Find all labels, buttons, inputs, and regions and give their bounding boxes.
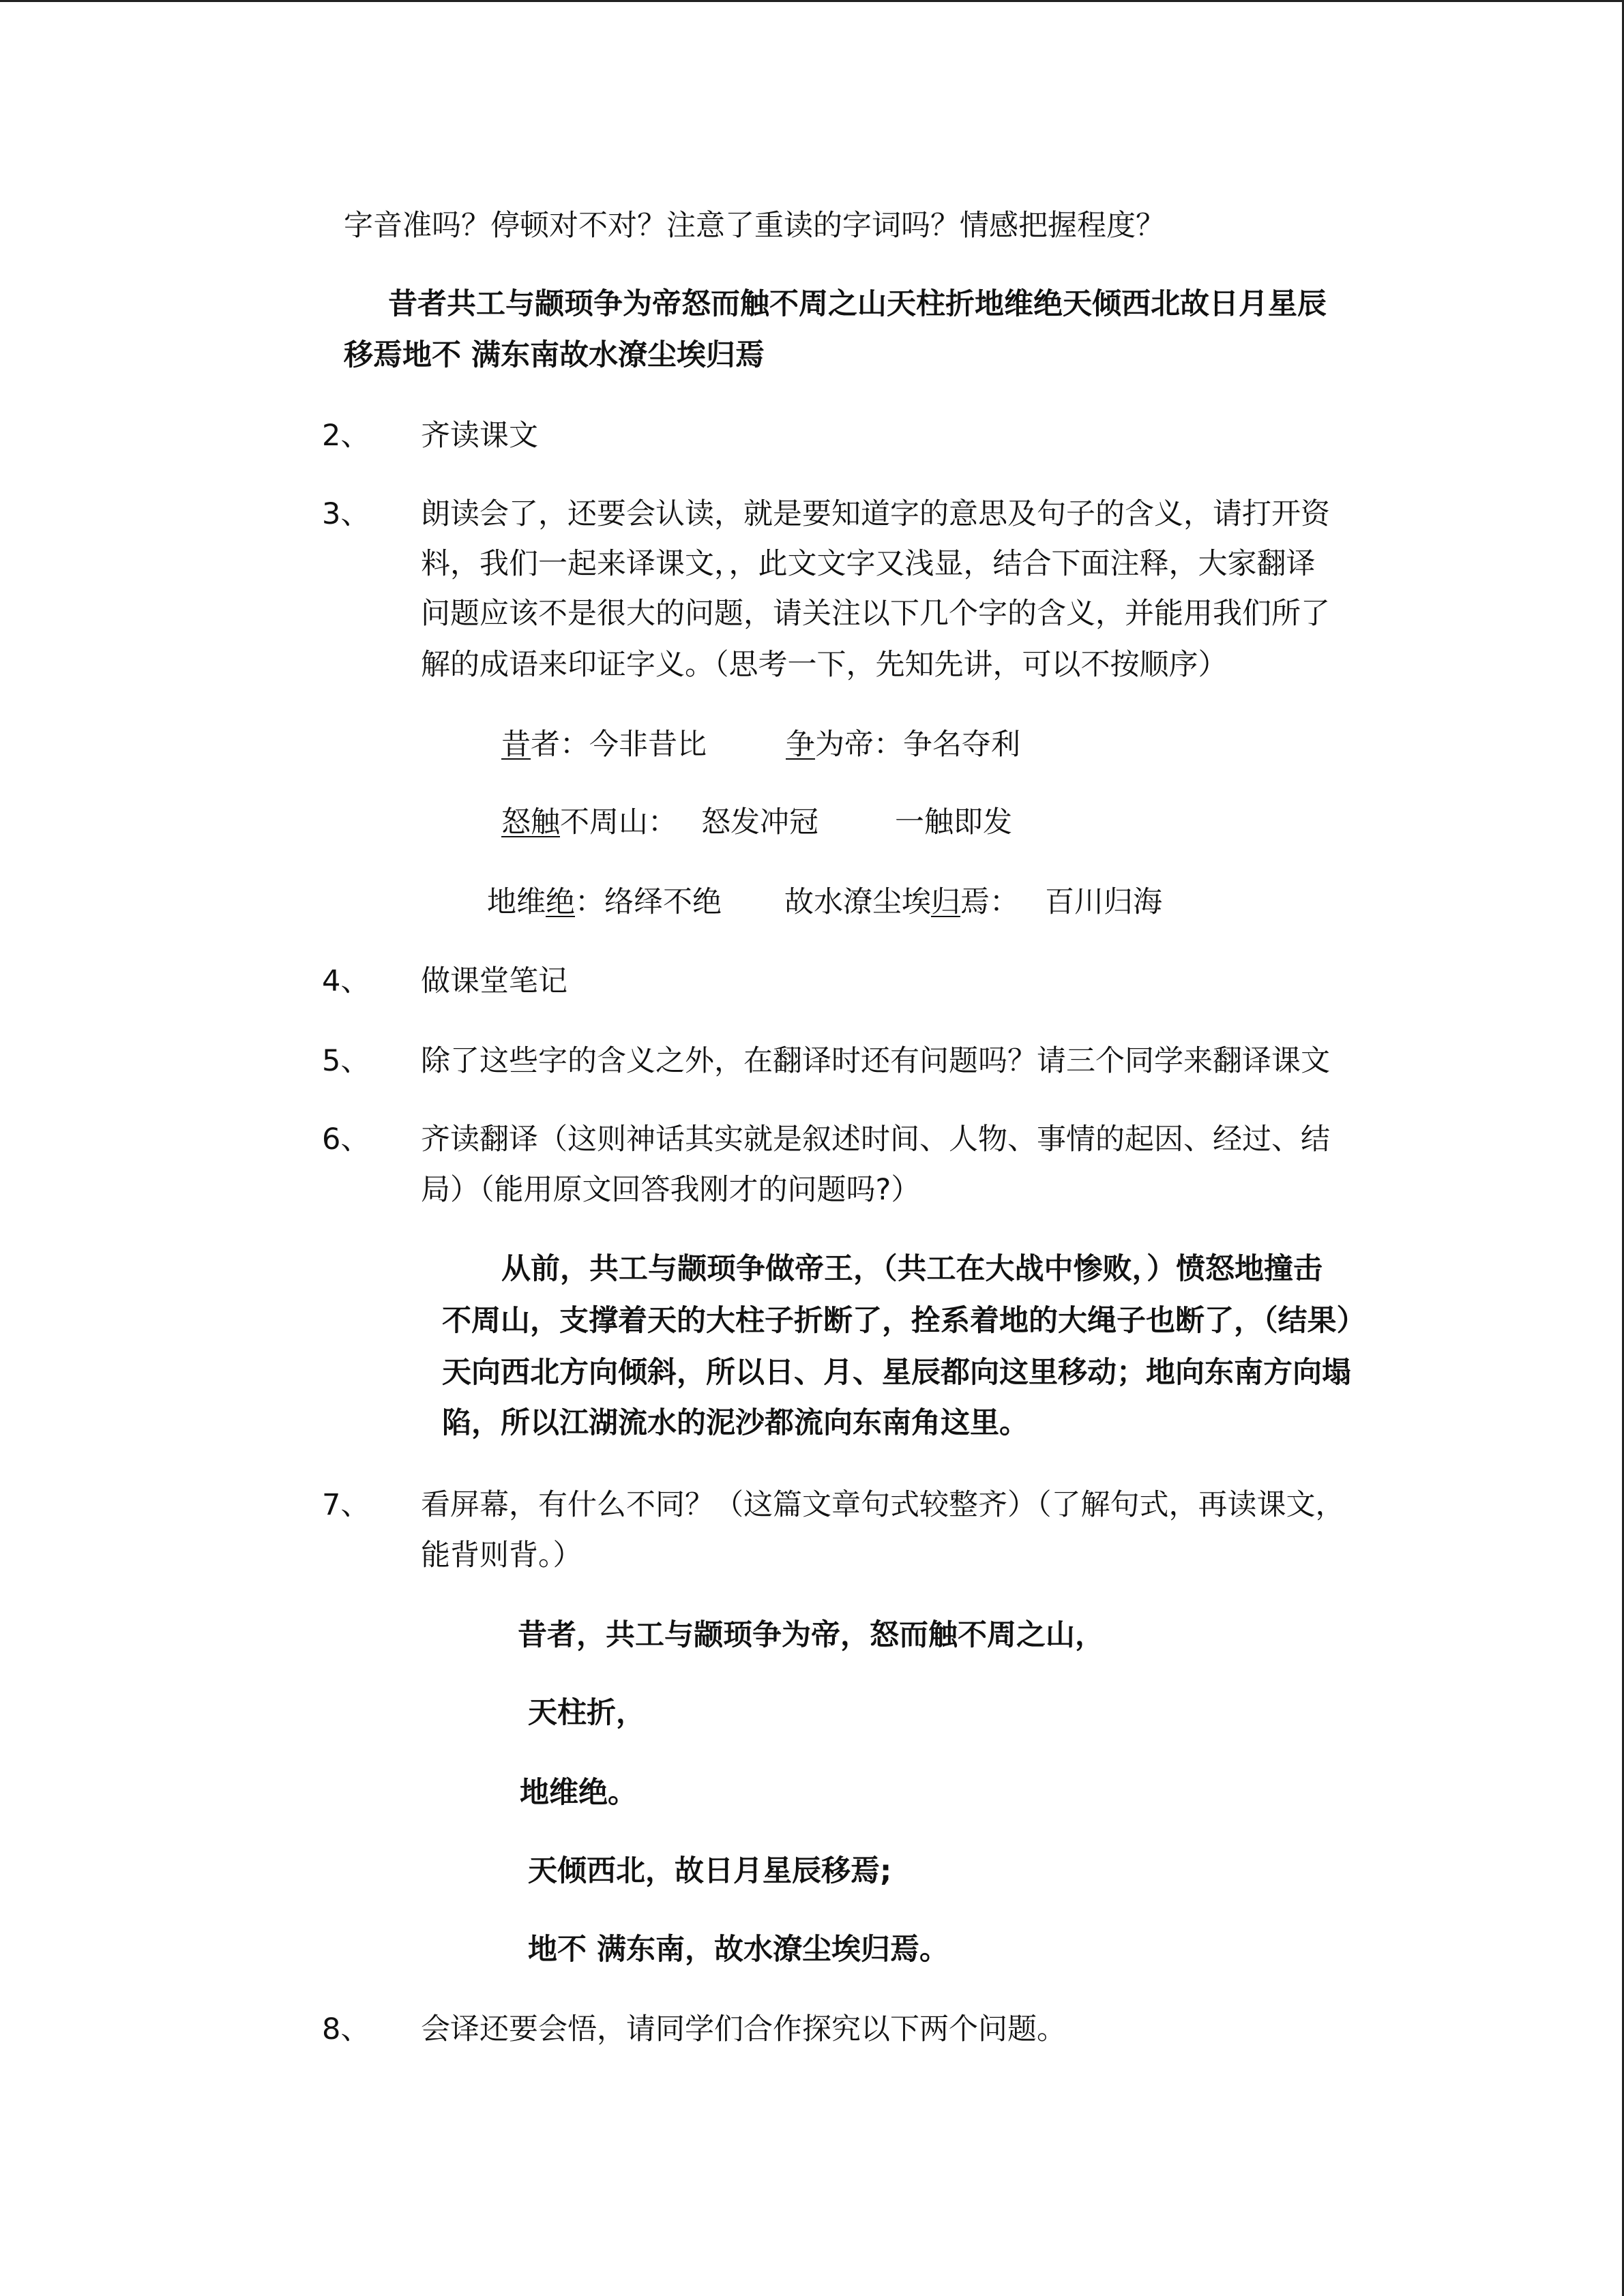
vocab-row-2-a: [501, 805, 677, 839]
vocab-key-nuchu: 怒触: [501, 805, 560, 839]
verse-line-4: 天倾西北，故日月星辰移焉;: [528, 1854, 892, 1888]
vocab-idiom-yichu: 一触即发: [895, 805, 1012, 839]
vocab-row-3-a-pre: 地维: [487, 885, 546, 919]
item-number-7: 7、: [322, 1488, 370, 1522]
verse-line-2: 天柱折，: [528, 1696, 645, 1730]
vocab-key-zheng: 争: [786, 728, 815, 762]
vocab-row-1-a-rest: 者：今非昔比: [531, 728, 707, 762]
item-2-text: 齐读课文: [421, 419, 538, 453]
passage-line-1: 昔者共工与颛顼争为帝怒而触不周之山天柱折地维绝天倾西北故日月星辰: [388, 287, 1327, 321]
vocab-row-1-b: [786, 730, 1020, 760]
vocab-row-3-b-rest: 焉：: [960, 885, 1019, 919]
verse-line-1: 昔者，共工与颛顼争为帝，怒而触不周之山，: [518, 1618, 1104, 1652]
item-3-line-4: 解的成语来印证字义。（思考一下，先知先讲，可以不按顺序）: [421, 648, 1228, 682]
item-number-6: 6、: [322, 1122, 370, 1157]
verse-line-3: 地维绝。: [520, 1776, 637, 1810]
vocab-key-gui: 归: [931, 885, 960, 919]
item-number-4: 4、: [322, 964, 370, 998]
item-number-8: 8、: [322, 2012, 370, 2046]
item-number-5: 5、: [322, 1044, 370, 1078]
item-3-line-3: 问题应该不是很大的问题，请关注以下几个字的含义，并能用我们所了: [421, 597, 1330, 631]
item-5-text: 除了这些字的含义之外，在翻译时还有问题吗？请三个同学来翻译课文: [421, 1044, 1330, 1078]
translation-line-2: 不周山，支撑着天的大柱子折断了，拴系着地的大绳子也断了，（结果）: [442, 1304, 1366, 1338]
vocab-key-jue: 绝: [546, 885, 575, 919]
vocab-row-2-a-rest: 不周山：: [560, 805, 677, 839]
item-3-line-2: 料，我们一起来译课文，，此文文字又浅显，结合下面注释，大家翻译: [421, 547, 1316, 581]
vocab-row-3-a-rest: ：络绎不绝: [575, 885, 722, 919]
vocab-key-xi: 昔: [501, 728, 531, 762]
verse-line-5: 地不 满东南，故水潦尘埃归焉。: [528, 1933, 949, 1967]
item-number-3: 3、: [322, 497, 370, 531]
translation-line-4: 陷，所以江湖流水的泥沙都流向东南角这里。: [442, 1406, 1029, 1440]
vocab-row-3-b-pre: 故水潦尘埃: [784, 885, 931, 919]
intro-line: 字音准吗？停顿对不对？注意了重读的字词吗？情感把握程度？: [344, 209, 1165, 243]
item-8-text: 会译还要会悟，请同学们合作探究以下两个问题。: [421, 2012, 1066, 2046]
item-3-line-1: 朗读会了，还要会认读，就是要知道字的意思及句子的含义，请打开资: [421, 497, 1330, 531]
vocab-row-3-a: [487, 885, 722, 919]
page-border-top: [0, 0, 1624, 2]
vocab-row-1-b-rest: 为帝：争名夺利: [815, 728, 1020, 762]
item-6-line-1: 齐读翻译（这则神话其实就是叙述时间、人物、事情的起因、经过、结: [421, 1122, 1330, 1157]
vocab-idiom-baichuan: 百川归海: [1045, 885, 1162, 919]
item-6-line-2: 局）（能用原文回答我刚才的问题吗?）: [421, 1173, 921, 1207]
item-4-text: 做课堂笔记: [421, 964, 567, 998]
translation-line-3: 天向西北方向倾斜，所以日、月、星辰都向这里移动；地向东南方向塌: [442, 1356, 1351, 1390]
vocab-idiom-nufa: 怒发冲冠: [701, 805, 818, 839]
vocab-row-1-a: [501, 730, 707, 760]
vocab-row-3-b: [784, 885, 1019, 919]
item-7-line-2: 能背则背。）: [421, 1538, 582, 1572]
item-number-2: 2、: [322, 419, 370, 453]
item-7-line-1: 看屏幕，有什么不同？（这篇文章句式较整齐）（了解句式，再读课文，: [421, 1488, 1345, 1522]
passage-line-2: 移焉地不 满东南故水潦尘埃归焉: [344, 338, 765, 372]
translation-line-1: 从前，共工与颛顼争做帝王，（共工在大战中惨败，）愤怒地撞击: [501, 1252, 1323, 1286]
